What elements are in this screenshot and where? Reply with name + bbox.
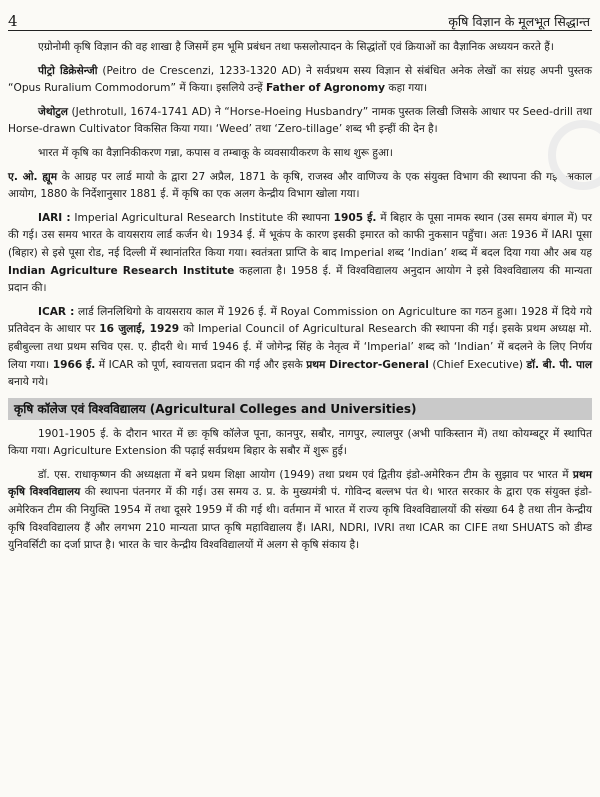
page-content bbox=[8, 39, 592, 555]
running-title: कृषि विज्ञान के मूलभूत सिद्धान्त bbox=[448, 14, 590, 29]
name-crescenzi: पीट्रो डिक्रेसेन्जी bbox=[38, 64, 98, 77]
label-iari: IARI : bbox=[38, 211, 71, 224]
page-header bbox=[8, 8, 592, 31]
paragraph-iari: IARI : Imperial Agricultural Research Institute की स्थापना 1905 ई. में बिहार के पूसा नामक स्थान (उस समय बंगाल में) पर की गई। उस समय भारत के वायसराय लार्ड कर्जन थे। 1934 ई. में भूकंप के कारण इसकी इमारत को काफी नुकसान पहुँचा। अतः 1936 में IARI पूसा (बिहार) से इसे पूसा रोड, नई दिल्ली में स्थानांतरित किया गया। स्वतंत्रता प्राप्ति के बाद Imperial शब्द ‘Indian’ शब्द में बदल दिया गया और अब यह Indian Agriculture Research Institute कहलाता है। 1958 ई. में विश्वविद्यालय अनुदान आयोग ने इसे विश्वविद्यालय की मान्यता प्रदान की। bbox=[8, 211, 593, 295]
section-heading: कृषि कॉलेज एवं विश्वविद्यालय (Agricultural Colleges and Universities) bbox=[8, 398, 592, 420]
paragraph-scientification: भारत में कृषि का वैज्ञानिकीकरण गन्ना, कपास व तम्बाकू के व्यवसायीकरण के साथ शुरू हुआ। bbox=[38, 146, 393, 159]
paragraph-agronomy-definition: एग्रोनोमी कृषि विज्ञान की वह शाखा है जिसमें हम भूमि प्रबंधन तथा फसलोत्पादन के सिद्धांतों एवं क्रियाओं का वैज्ञानिक अध्ययन करते हैं। bbox=[38, 41, 554, 53]
paragraph-crescenzi: पीट्रो डिक्रेसेन्जी (Peitro de Crescenzi, 1233-1320 AD) ने सर्वप्रथम सस्य विज्ञान से संबंधित अनेक लेखों का संग्रह अपनी पुस्तक “Opus Ruralium Commodorum” में किया। इसलिये उन्हें Father of Agronomy कहा गया। bbox=[8, 64, 592, 95]
first-agri-university: प्रथम कृषि विश्वविद्यालय bbox=[8, 468, 592, 499]
paragraph-icar: ICAR : लार्ड लिनलिथिगो के वायसराय काल में 1926 ई. में Royal Commission on Agriculture का गठन हुआ। 1928 में दिये गये प्रतिवेदन के आधार पर 16 जुलाई, 1929 को Imperial Council of Agricultural Research की स्थापना की गई। इसके प्रथम अध्यक्ष मो. हबीबुल्ला तथा प्रथम सचिव एस. ए. हीदरी थे। मार्च 1946 ई. में जोगेन्द्र सिंह के नेतृत्व में ‘Imperial’ शब्द को ‘Indian’ में बदलने के लिए निर्णय लिया गया। 1966 ई. में ICAR को पूर्ण, स्वायत्तता प्रदान की गई और इसके प्रथम Director-General (Chief Executive) डॉ. बी. पी. पाल बनाये गये। bbox=[8, 305, 593, 389]
name-hume: ए. ओ. ह्यूम bbox=[8, 170, 58, 183]
paragraph-colleges: 1901-1905 ई. के दौरान भारत में छः कृषि कॉलेज पूना, कानपुर, सबौर, नागपुर, ल्यालपुर (अभी पाकिस्तान में) तथा कोयम्बटूर में स्थापित किया गया। Agriculture Extension की पढ़ाई सर्वप्रथम बिहार के सबौर में शुरू हुई। bbox=[8, 427, 592, 458]
institute-name: Indian Agriculture Research Institute bbox=[8, 264, 235, 277]
name-bp-pal: डॉ. बी. पी. पाल bbox=[526, 358, 593, 371]
father-of-agronomy: Father of Agronomy bbox=[265, 82, 386, 95]
name-jethrotull: जेथोटुल bbox=[38, 105, 68, 118]
page-number: 4 bbox=[8, 12, 18, 30]
paragraph-hume: ए. ओ. ह्यूम के आग्रह पर लार्ड मायो के द्वारा 27 अप्रैल, 1871 के कृषि, राजस्व और वाणिज्य के एक संयुक्त विभाग की स्थापना की गई। अकाल आयोग, 1880 के निर्देशानुसार 1881 ई. में कृषि का एक अलग केन्द्रीय विभाग खोला गया। bbox=[8, 170, 592, 201]
paragraph-jethrotull: जेथोटुल (Jethrotull, 1674-1741 AD) ने “Horse-Hoeing Husbandry” नामक पुस्तक लिखी जिसके आधार पर Seed-drill तथा Horse-drawn Cultivator विकसित किया गया। ‘Weed’ तथा ‘Zero-tillage’ शब्द भी इन्हीं की देन है। bbox=[8, 105, 592, 136]
paragraph-universities: डॉ. एस. राधाकृष्णन की अध्यक्षता में बने प्रथम शिक्षा आयोग (1949) तथा प्रथम एवं द्वितीय इंडो-अमेरिकन टीम के सुझाव पर भारत में प्रथम कृषि विश्वविद्यालय की स्थापना पंतनगर में की गई। उस समय उ. प्र. के मुख्यमंत्री पं. गोविन्द बल्लभ पंत थे। भारत सरकार के द्वारा एक संयुक्त इंडो-अमेरिकन टीम की नियुक्ति 1954 में तथा दूसरे 1959 में की गई थी। वर्तमान में भारत में राज्य कृषि विश्वविद्यालयों की संख्या 64 है तथा तीन केन्द्रीय कृषि विश्वविद्यालय हैं और लगभग 210 मान्यता प्राप्त कृषि महाविद्यालय हैं। IARI, NDRI, IVRI तथा ICAR का CIFE तथा SHUATS को डीम्ड युनिवर्सिटी का दर्जा प्राप्त है। भारत के चार केन्द्रीय विश्वविद्यालयों में अलग से कृषि संकाय है। bbox=[8, 468, 592, 552]
label-icar: ICAR : bbox=[38, 305, 75, 318]
